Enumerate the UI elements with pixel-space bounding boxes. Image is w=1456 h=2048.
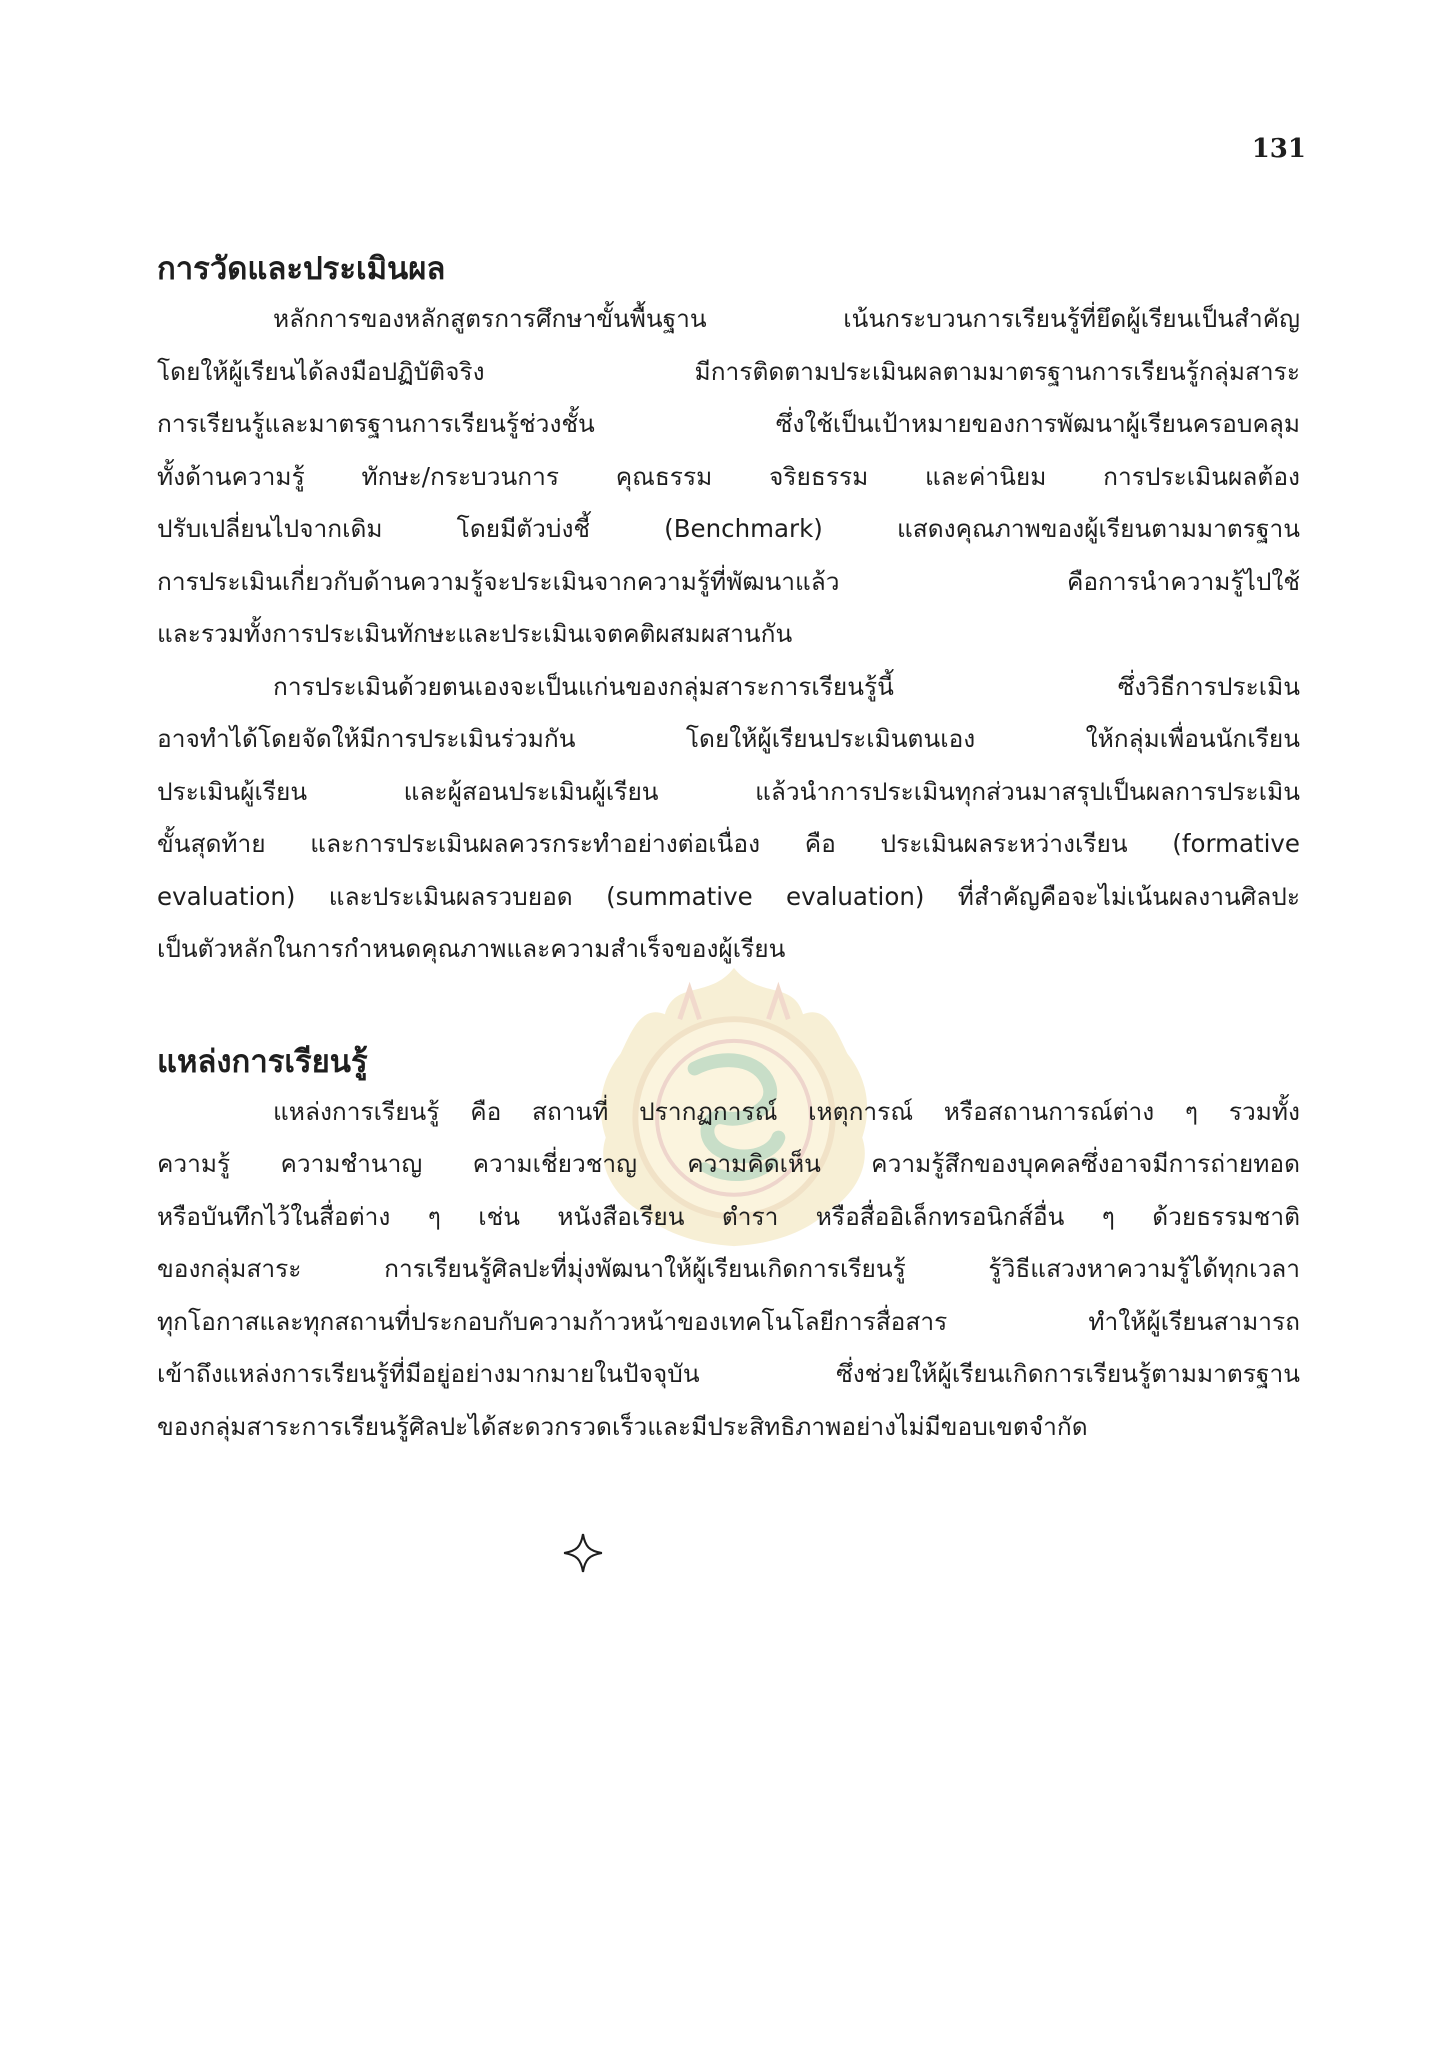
text-line: evaluation) และประเมินผลรวบยอด (summative evaluation) ที่สำคัญคือจะไม่เน้นผลงานศิลปะ: [157, 881, 1300, 911]
section-assessment: [157, 245, 1300, 976]
section-heading: แหล่งการเรียนรู้: [157, 1043, 368, 1080]
text-line: การประเมินด้วยตนเองจะเป็นแก่นของกลุ่มสาระการเรียนรู้นี้ ซึ่งวิธีการประเมิน: [273, 671, 1300, 701]
text-line: อาจทำได้โดยจัดให้มีการประเมินร่วมกัน โดยให้ผู้เรียนประเมินตนเอง ให้กลุ่มเพื่อนนักเรียน: [157, 724, 1300, 753]
text-line: ขั้นสุดท้าย และการประเมินผลควรกระทำอย่างต่อเนื่อง คือ ประเมินผลระหว่างเรียน (formative: [157, 829, 1300, 858]
text-line: ของกลุ่มสาระ การเรียนรู้ศิลปะที่มุ่งพัฒนาให้ผู้เรียนเกิดการเรียนรู้ รู้วิธีแสวงหาความรู้ได้ทุกเวลา: [157, 1254, 1300, 1283]
text-line: การประเมินเกี่ยวกับด้านความรู้จะประเมินจากความรู้ที่พัฒนาแล้ว คือการนำความรู้ไปใช้: [157, 566, 1300, 596]
text-line: เข้าถึงแหล่งการเรียนรู้ที่มีอยู่อย่างมากมายในปัจจุบัน ซึ่งช่วยให้ผู้เรียนเกิดการเรียนรู้ตามมาตรฐาน: [157, 1359, 1300, 1388]
section-heading: การวัดและประเมินผล: [157, 251, 446, 287]
text-line: ทั้งด้านความรู้ ทักษะ/กระบวนการ คุณธรรม จริยธรรม และค่านิยม การประเมินผลต้อง: [157, 461, 1300, 491]
text-line: การเรียนรู้และมาตรฐานการเรียนรู้ช่วงชั้น ซึ่งใช้เป็นเป้าหมายของการพัฒนาผู้เรียนครอบคลุม: [157, 409, 1300, 438]
text-line: โดยให้ผู้เรียนได้ลงมือปฏิบัติจริง มีการติดตามประเมินผลตามมาตรฐานการเรียนรู้กลุ่มสาระ: [157, 356, 1300, 386]
text-line: ประเมินผู้เรียน และผู้สอนประเมินผู้เรียน แล้วนำการประเมินทุกส่วนมาสรุปเป็นผลการประเมิน: [157, 776, 1300, 806]
text-line: แหล่งการเรียนรู้ คือ สถานที่ ปรากฏการณ์ เหตุการณ์ หรือสถานการณ์ต่าง ๆ รวมทั้ง: [273, 1096, 1300, 1126]
paragraph: [157, 661, 1300, 976]
text-line: ปรับเปลี่ยนไปจากเดิม โดยมีตัวบ่งชี้ (Benchmark) แสดงคุณภาพของผู้เรียนตามมาตรฐาน: [157, 514, 1300, 543]
text-line: ของกลุ่มสาระการเรียนรู้ศิลปะได้สะดวกรวดเร็วและมีประสิทธิภาพอย่างไม่มีขอบเขตจำกัด: [157, 1411, 1088, 1441]
section-learning-resources: [157, 1038, 1300, 1454]
text-line: ความรู้ ความชำนาญ ความเชี่ยวชาญ ความคิดเห็น ความรู้สึกของบุคคลซึ่งอาจมีการถ่ายทอด: [157, 1149, 1300, 1178]
text-line: หรือบันทึกไว้ในสื่อต่าง ๆ เช่น หนังสือเรียน ตำรา หรือสื่ออิเล็กทรอนิกส์อื่น ๆ ด้วยธรรมชาติ: [157, 1201, 1300, 1231]
page-number: 131: [1251, 134, 1306, 164]
page-content: [157, 245, 1300, 1515]
text-line: เป็นตัวหลักในการกำหนดคุณภาพและความสำเร็จของผู้เรียน: [157, 934, 786, 963]
text-line: และรวมทั้งการประเมินทักษะและประเมินเจตคติผสมผสานกัน: [157, 619, 793, 648]
paragraph: [157, 293, 1300, 661]
four-point-star-icon: [562, 1532, 604, 1574]
paragraph: [157, 1086, 1300, 1454]
text-line: หลักการของหลักสูตรการศึกษาขั้นพื้นฐาน เน้นกระบวนการเรียนรู้ที่ยึดผู้เรียนเป็นสำคัญ: [273, 304, 1300, 333]
text-line: ทุกโอกาสและทุกสถานที่ประกอบกับความก้าวหน้าของเทคโนโลยีการสื่อสาร ทำให้ผู้เรียนสามารถ: [157, 1306, 1300, 1336]
